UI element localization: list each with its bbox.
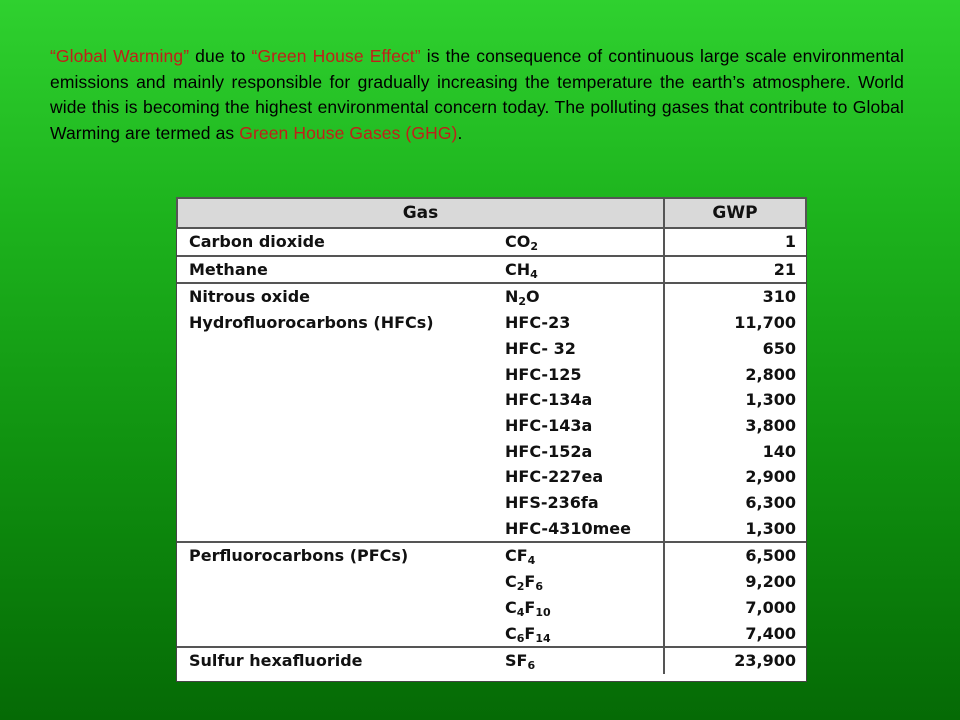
gwp-table-frame bbox=[176, 197, 807, 682]
intro-paragraph bbox=[50, 44, 904, 146]
gas-name-cell: Sulfur hexafluoride bbox=[177, 647, 497, 674]
gwp-value-cell: 140 bbox=[664, 439, 806, 465]
formula-subscript: 10 bbox=[535, 605, 551, 619]
table-row bbox=[177, 516, 806, 543]
table-row bbox=[177, 387, 806, 413]
gas-formula-cell bbox=[497, 621, 664, 648]
gwp-table bbox=[176, 197, 807, 674]
gwp-value-cell: 3,800 bbox=[664, 413, 806, 439]
gas-name-cell: Methane bbox=[177, 256, 497, 284]
gas-name-cell bbox=[177, 336, 497, 362]
table-row bbox=[177, 362, 806, 388]
gwp-value-cell: 6,300 bbox=[664, 490, 806, 516]
formula-text: HFC-125 bbox=[505, 364, 582, 384]
gas-formula-cell bbox=[497, 256, 664, 284]
table-row bbox=[177, 569, 806, 595]
gas-name-cell bbox=[177, 439, 497, 465]
gwp-value-cell: 7,000 bbox=[664, 595, 806, 621]
highlight-text: Green House Gases (GHG) bbox=[239, 122, 458, 143]
table-header-row bbox=[177, 198, 806, 228]
table-row bbox=[177, 256, 806, 284]
body-text: . bbox=[457, 122, 463, 143]
formula-text: C bbox=[505, 623, 517, 643]
gas-formula-cell bbox=[497, 283, 664, 310]
body-text: due to bbox=[189, 46, 252, 66]
formula-text: HFC-152a bbox=[505, 441, 593, 461]
table-row bbox=[177, 490, 806, 516]
formula-text: CO bbox=[505, 232, 531, 251]
formula-text: HFC- 32 bbox=[505, 338, 576, 358]
highlight-text: “Global Warming” bbox=[50, 46, 190, 66]
gas-formula-cell bbox=[497, 464, 664, 490]
table-row bbox=[177, 283, 806, 310]
formula-text: HFC-23 bbox=[505, 313, 571, 333]
formula-subscript: 4 bbox=[527, 554, 536, 568]
gas-name-cell bbox=[177, 516, 497, 543]
gwp-value-cell: 2,800 bbox=[664, 362, 806, 388]
formula-subscript: 6 bbox=[527, 659, 536, 673]
formula-text: N bbox=[505, 287, 519, 307]
formula-text: HFC-4310mee bbox=[505, 518, 631, 538]
gas-formula-cell bbox=[497, 595, 664, 621]
formula-text: HFC-227ea bbox=[505, 467, 604, 487]
table-row bbox=[177, 228, 806, 256]
gas-name-cell bbox=[177, 362, 497, 388]
formula-text: F bbox=[524, 597, 536, 617]
gas-name-cell bbox=[177, 490, 497, 516]
table-row bbox=[177, 595, 806, 621]
formula-text: HFS-236fa bbox=[505, 493, 599, 513]
gas-name-cell bbox=[177, 569, 497, 595]
gas-name-cell bbox=[177, 621, 497, 648]
table-row bbox=[177, 336, 806, 362]
gwp-value-cell: 7,400 bbox=[664, 621, 806, 648]
gwp-value-cell: 6,500 bbox=[664, 542, 806, 569]
gwp-value-cell: 1,300 bbox=[664, 516, 806, 543]
gas-name-cell: Carbon dioxide bbox=[189, 232, 325, 251]
gas-formula-cell bbox=[497, 647, 664, 674]
gas-formula-cell bbox=[497, 387, 664, 413]
gwp-value-cell: 9,200 bbox=[664, 569, 806, 595]
formula-text: CH bbox=[505, 259, 531, 279]
formula-text: HFC-143a bbox=[505, 415, 593, 435]
formula-subscript: 4 bbox=[530, 267, 538, 281]
gas-formula-cell bbox=[497, 336, 664, 362]
formula-subscript: 6 bbox=[535, 580, 543, 594]
gwp-value-cell: 310 bbox=[664, 283, 806, 310]
formula-subscript: 2 bbox=[518, 295, 527, 309]
gas-formula-cell bbox=[497, 516, 664, 543]
table-row bbox=[177, 647, 806, 674]
formula-subscript: 6 bbox=[516, 631, 525, 645]
gwp-value-cell: 650 bbox=[664, 336, 806, 362]
gas-name-cell bbox=[177, 387, 497, 413]
formula-text: C bbox=[505, 572, 517, 592]
formula-text: F bbox=[524, 623, 536, 643]
gwp-value-cell: 1,300 bbox=[664, 387, 806, 413]
gwp-value-cell: 11,700 bbox=[664, 310, 806, 336]
gas-name-cell: Perfluorocarbons (PFCs) bbox=[177, 542, 497, 569]
formula-text: CF bbox=[505, 546, 528, 566]
body-text: is the consequence of continuous large scale environmental emissions and mainly responsible for gradually increasing the temperature the earth’s atmosphere. World wide this is becoming the highest environmental concern today. The polluting gases that contribute to Global Warming are termed as bbox=[50, 46, 905, 143]
gas-formula-cell bbox=[497, 228, 664, 256]
gas-formula-cell bbox=[497, 542, 664, 569]
table-body bbox=[177, 228, 806, 674]
gwp-value-cell: 1 bbox=[664, 228, 806, 256]
gas-name-cell bbox=[177, 464, 497, 490]
gas-name-cell bbox=[177, 413, 497, 439]
gas-formula-cell bbox=[497, 439, 664, 465]
formula-text: O bbox=[526, 287, 540, 307]
gas-formula-cell bbox=[497, 413, 664, 439]
gwp-value-cell: 23,900 bbox=[664, 647, 806, 674]
table-row bbox=[177, 621, 806, 648]
gas-name-cell bbox=[177, 595, 497, 621]
gas-formula-cell bbox=[497, 310, 664, 336]
header-gwp: GWP bbox=[664, 198, 806, 228]
gas-formula-cell bbox=[497, 569, 664, 595]
table-row bbox=[177, 464, 806, 490]
gas-formula-cell bbox=[497, 490, 664, 516]
formula-text: F bbox=[524, 572, 536, 592]
table-row bbox=[177, 439, 806, 465]
highlight-text: “Green House Effect” bbox=[251, 46, 421, 66]
formula-subscript: 14 bbox=[535, 631, 551, 645]
table-row bbox=[177, 310, 806, 336]
gas-formula-cell bbox=[497, 362, 664, 388]
header-gas: Gas bbox=[177, 198, 664, 228]
formula-subscript: 4 bbox=[516, 605, 525, 619]
gas-name-cell: Hydrofluorocarbons (HFCs) bbox=[189, 313, 434, 333]
formula-text: SF bbox=[505, 651, 528, 671]
formula-subscript: 2 bbox=[516, 580, 525, 594]
gwp-value-cell: 2,900 bbox=[664, 464, 806, 490]
formula-text: HFC-134a bbox=[505, 390, 593, 410]
gwp-value-cell: 21 bbox=[664, 256, 806, 284]
gas-name-cell: Nitrous oxide bbox=[177, 283, 497, 310]
table-row bbox=[177, 413, 806, 439]
formula-text: C bbox=[505, 597, 517, 617]
formula-subscript: 2 bbox=[530, 240, 538, 253]
table-row bbox=[177, 542, 806, 569]
